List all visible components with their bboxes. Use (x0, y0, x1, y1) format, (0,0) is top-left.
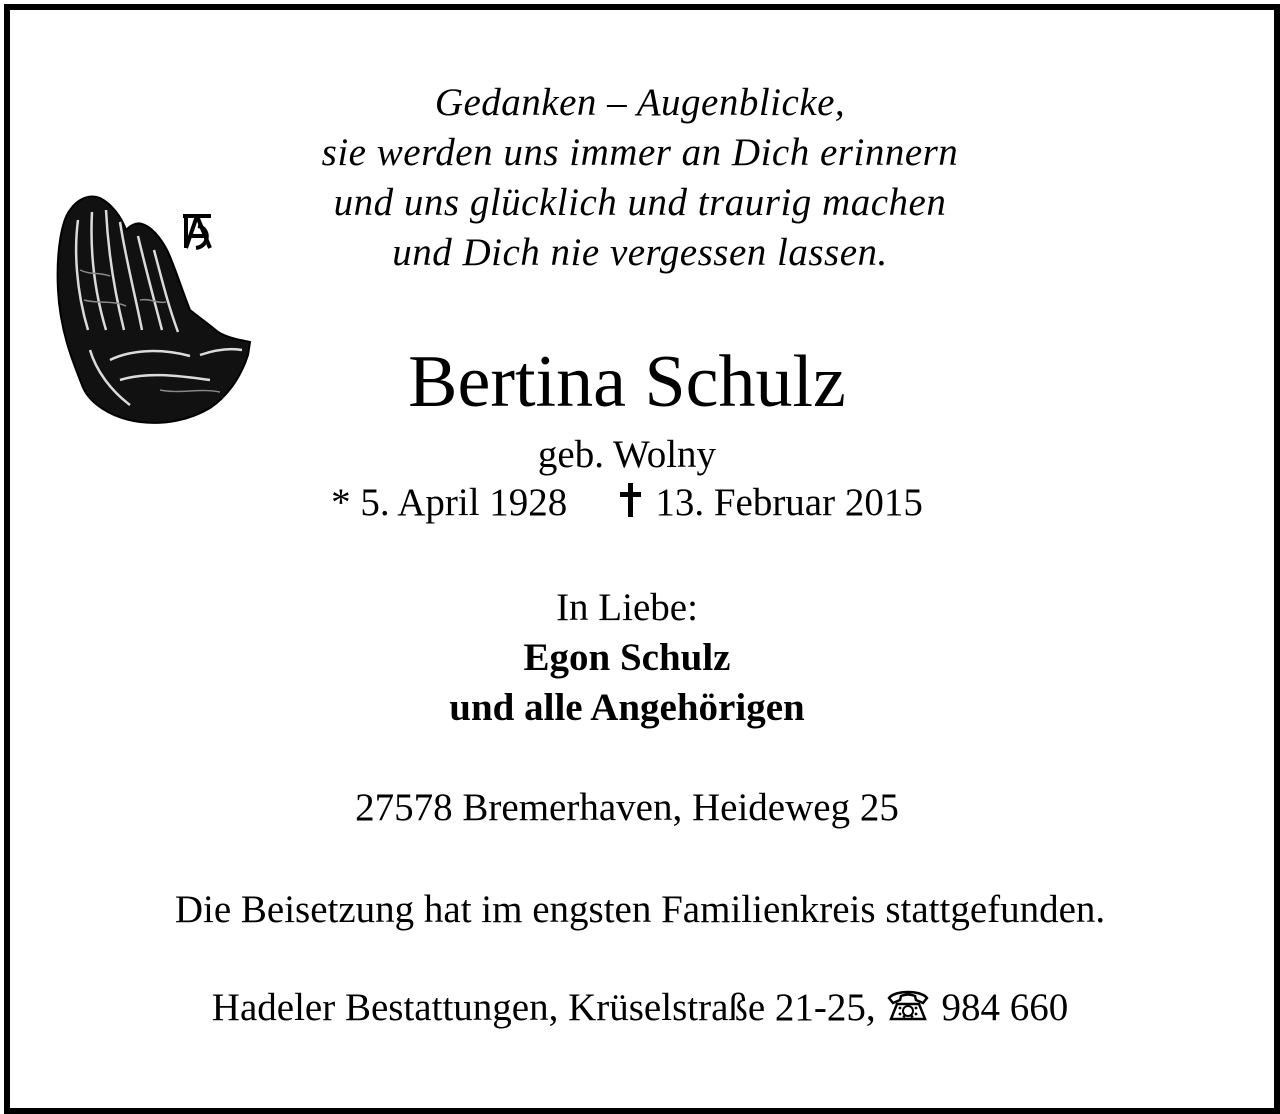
death-date: 13. Februar 2015 (655, 481, 923, 524)
mourner-name: Egon Schulz (523, 636, 731, 679)
life-dates (0, 480, 1254, 525)
undertaker-phone: 984 660 (941, 986, 1069, 1029)
maiden-name: geb. Wolny (537, 433, 717, 476)
mourners-intro: In Liebe: (556, 586, 698, 629)
poem-line-1: Gedanken – Augenblicke, (434, 81, 846, 124)
deceased-name: Bertina Schulz (408, 341, 846, 423)
mourner-family: und alle Angehörigen (449, 686, 805, 729)
telephone-icon (885, 988, 931, 1022)
family-address: 27578 Bremerhaven, Heideweg 25 (355, 786, 899, 829)
poem-line-3: und uns glücklich und traurig machen (333, 181, 947, 224)
cross-icon (619, 483, 641, 517)
birth-date: * 5. April 1928 (331, 481, 568, 524)
poem-line-2: sie werden uns immer an Dich erinnern (321, 131, 959, 174)
funeral-note: Die Beisetzung hat im engsten Familienkreis stattgefunden. (174, 888, 1106, 931)
undertaker-text: Hadeler Bestattungen, Krüselstraße 21-25, (211, 986, 876, 1029)
undertaker-line (0, 985, 1280, 1030)
poem-line-4: und Dich nie vergessen lassen. (392, 231, 888, 274)
